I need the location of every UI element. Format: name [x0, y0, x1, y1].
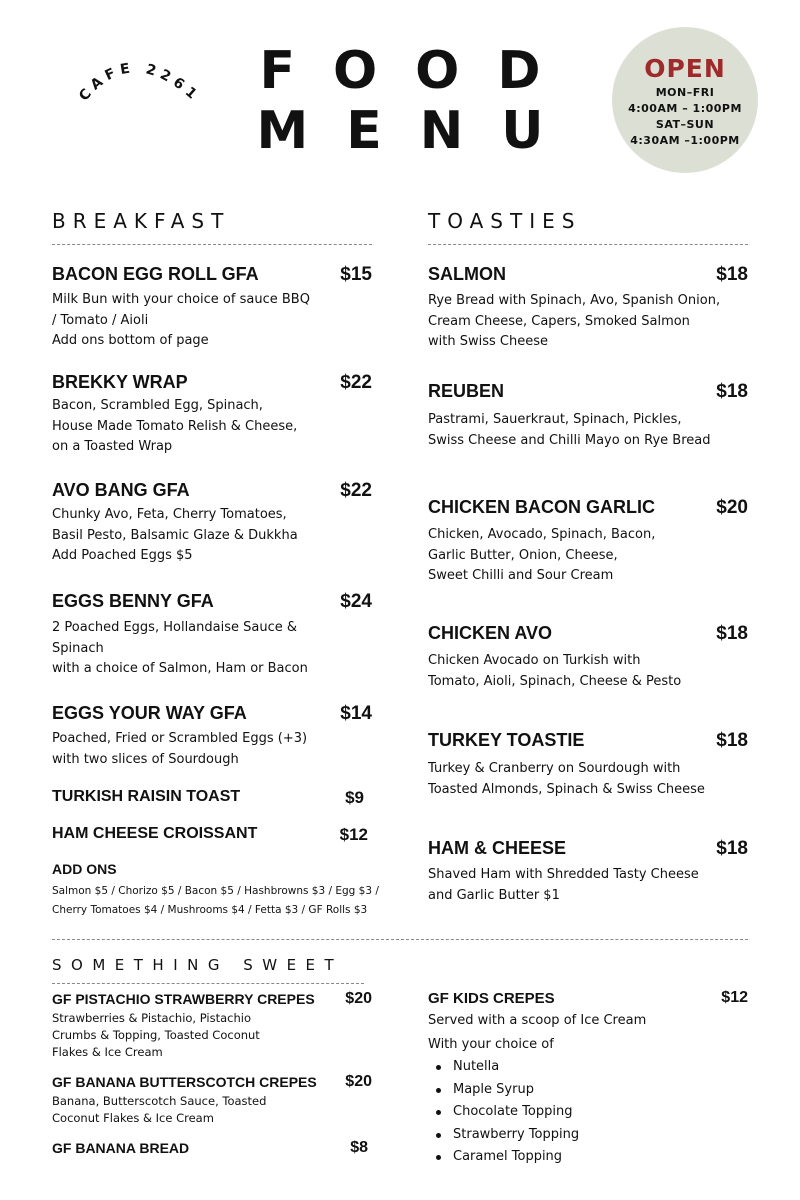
- item-name: BACON EGG ROLL GFA: [52, 264, 259, 284]
- item-name: SALMON: [428, 264, 506, 284]
- item-price: $20: [716, 497, 748, 518]
- item-price: $15: [340, 264, 372, 285]
- list-item: Nutella: [428, 1056, 579, 1079]
- item-price: $8: [350, 1139, 368, 1156]
- item-description: Shaved Ham with Shredded Tasty Cheese and Garlic Butter $1: [428, 867, 699, 903]
- item-name: EGGS BENNY GFA: [52, 591, 214, 611]
- item-description: Rye Bread with Spinach, Avo, Spanish Onion, Cream Cheese, Capers, Smoked Salmon with Swiss Cheese: [428, 293, 721, 349]
- choice-label: With your choice of: [428, 1037, 554, 1052]
- item-description: Poached, Fried or Scrambled Eggs (+3) with two slices of Sourdough: [52, 731, 308, 767]
- item-price: $18: [716, 623, 748, 644]
- item-name: REUBEN: [428, 381, 505, 401]
- addons-list: Salmon $5 / Chorizo $5 / Bacon $5 / Hashbrowns $3 / Egg $3 / Cherry Tomatoes $4 / Mushrooms $4 / Fetta $3 / GF Rolls $3: [52, 885, 379, 916]
- weekday-label: MON–FRI: [655, 86, 715, 99]
- item-name: GF PISTACHIO STRAWBERRY CREPES: [52, 991, 315, 1007]
- item-name: GF KIDS CREPES: [428, 990, 555, 1007]
- list-item: Maple Syrup: [428, 1079, 579, 1102]
- item-description: 2 Poached Eggs, Hollandaise Sauce & Spinach with a choice of Salmon, Ham or Bacon: [52, 620, 308, 676]
- list-item: Chocolate Topping: [428, 1101, 579, 1124]
- item-price: $18: [716, 381, 748, 402]
- breakfast-heading: BREAKFAST: [52, 209, 231, 233]
- item-name: TURKEY TOASTIE: [428, 730, 585, 750]
- item-description: Strawberries & Pistachio, Pistachio Crumbs & Topping, Toasted Coconut Flakes & Ice Cream: [52, 1011, 260, 1059]
- item-price: $14: [340, 703, 372, 724]
- open-label: OPEN: [644, 54, 726, 83]
- section-divider: [52, 939, 748, 940]
- menu-title-food: FOOD: [259, 41, 579, 101]
- weekend-hours: 4:30AM –1:00PM: [630, 134, 740, 147]
- item-price: $12: [339, 825, 368, 844]
- item-description: Turkey & Cranberry on Sourdough with Toasted Almonds, Spinach & Swiss Cheese: [428, 761, 705, 797]
- toasties-heading: TOASTIES: [428, 209, 582, 233]
- item-name: CHICKEN BACON GARLIC: [428, 497, 655, 517]
- list-item: Strawberry Topping: [428, 1124, 579, 1147]
- item-name: GF BANANA BREAD: [52, 1140, 190, 1156]
- item-name: GF BANANA BUTTERSCOTCH CREPES: [52, 1074, 317, 1090]
- item-price: $12: [721, 989, 748, 1006]
- item-price: $9: [345, 788, 364, 807]
- addons-heading: ADD ONS: [52, 861, 117, 877]
- toasties-divider: [428, 244, 748, 245]
- item-description: Chicken, Avocado, Spinach, Bacon, Garlic Butter, Onion, Cheese, Sweet Chilli and Sour Cream: [428, 527, 656, 583]
- item-name: TURKISH RAISIN TOAST: [52, 788, 241, 805]
- item-description: Pastrami, Sauerkraut, Spinach, Pickles, Swiss Cheese and Chilli Mayo on Rye Bread: [428, 412, 711, 448]
- item-name: AVO BANG GFA: [52, 480, 190, 500]
- item-name: EGGS YOUR WAY GFA: [52, 703, 247, 723]
- item-price: $22: [340, 372, 372, 393]
- item-price: $18: [716, 730, 748, 751]
- item-description: Banana, Butterscotch Sauce, Toasted Coconut Flakes & Ice Cream: [52, 1094, 267, 1125]
- item-description: Chunky Avo, Feta, Cherry Tomatoes, Basil Pesto, Balsamic Glaze & Dukkha Add Poached Eggs $5: [52, 507, 298, 563]
- list-item: Caramel Topping: [428, 1146, 579, 1169]
- item-description: Served with a scoop of Ice Cream: [428, 1013, 647, 1028]
- item-description: Chicken Avocado on Turkish with Tomato, Aioli, Spinach, Cheese & Pesto: [428, 653, 682, 689]
- item-price: $20: [345, 990, 372, 1007]
- weekday-hours: 4:00AM – 1:00PM: [628, 102, 742, 115]
- sweet-divider: [52, 983, 364, 984]
- item-price: $18: [716, 264, 748, 285]
- item-price: $22: [340, 480, 372, 501]
- weekend-label: SAT–SUN: [655, 118, 715, 131]
- breakfast-divider: [52, 244, 372, 245]
- item-name: CHICKEN AVO: [428, 623, 553, 643]
- opening-hours-badge: [612, 27, 758, 173]
- menu-title-menu: MENU: [256, 101, 582, 161]
- topping-options: [428, 1056, 579, 1169]
- item-description: Milk Bun with your choice of sauce BBQ / Tomato / Aioli Add ons bottom of page: [52, 292, 310, 348]
- item-price: $18: [716, 838, 748, 859]
- item-price: $20: [345, 1073, 372, 1090]
- item-name: HAM CHEESE CROISSANT: [52, 825, 258, 842]
- item-description: Bacon, Scrambled Egg, Spinach, House Made Tomato Relish & Cheese, on a Toasted Wrap: [52, 398, 298, 454]
- item-price: $24: [340, 591, 372, 612]
- item-name: BREKKY WRAP: [52, 372, 188, 392]
- item-name: HAM & CHEESE: [428, 838, 567, 858]
- cafe-name: CAFE 2261: [76, 60, 204, 106]
- sweet-heading: SOMETHING SWEET: [52, 956, 344, 974]
